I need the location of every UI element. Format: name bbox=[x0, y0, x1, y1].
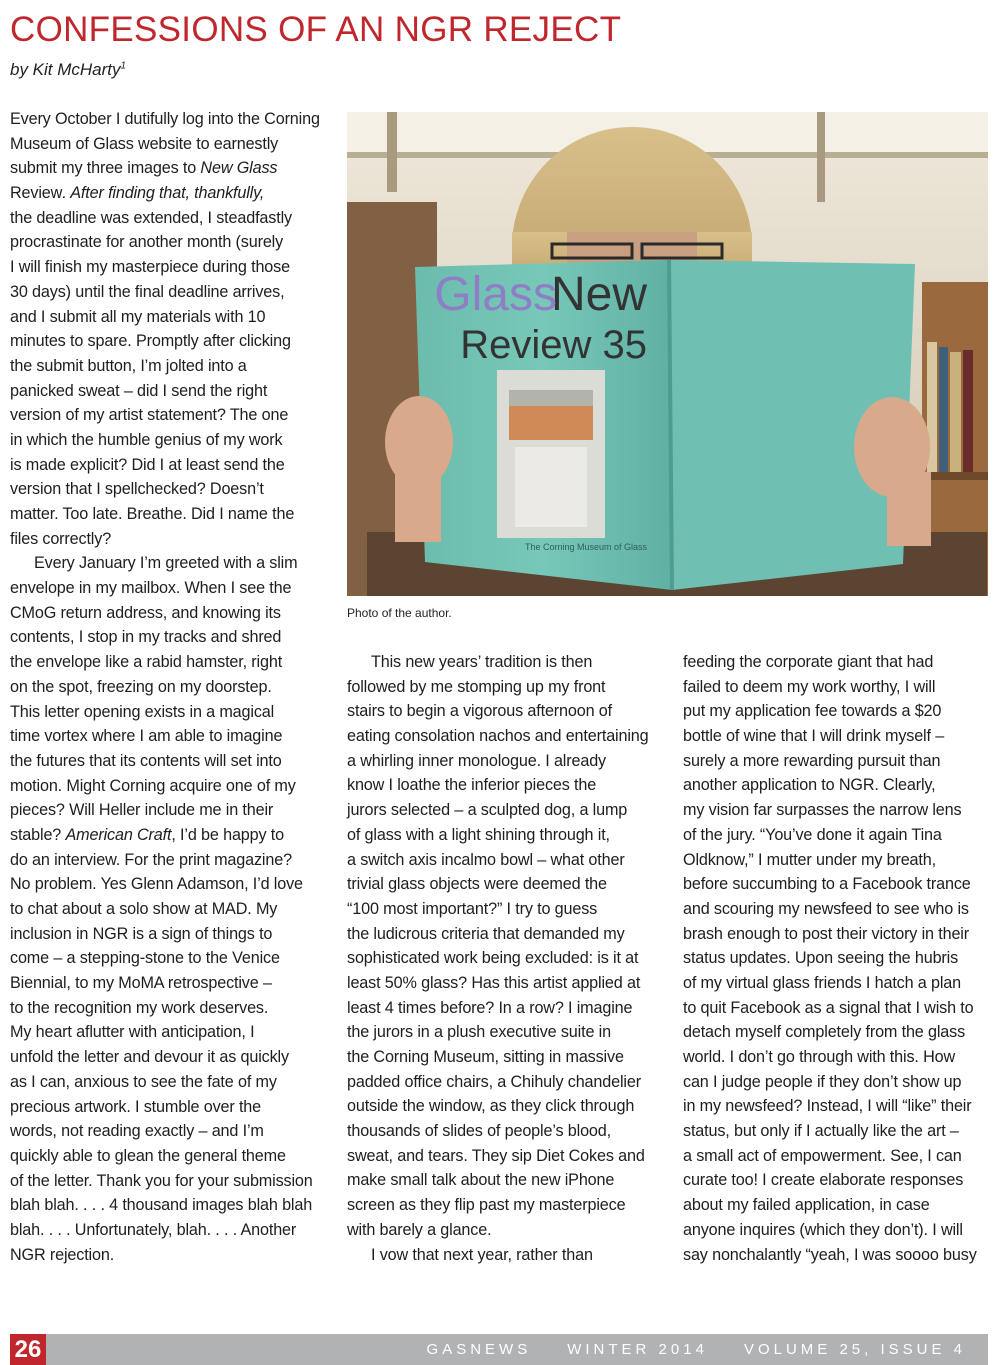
text-line: files correctly? bbox=[10, 529, 112, 548]
text-line: status, but only if I actually like the art – bbox=[683, 1122, 959, 1141]
text-line: procrastinate for another month (surely bbox=[10, 233, 284, 252]
text-line: world. I don’t go through with this. How bbox=[683, 1048, 956, 1066]
text-line: a whirling inner monologue. I already bbox=[347, 751, 606, 770]
text-line: panicked sweat – did I send the right bbox=[10, 381, 268, 400]
text-line: My heart aflutter with anticipation, I bbox=[10, 1023, 255, 1042]
text-line: motion. Might Corning acquire one of my bbox=[10, 776, 296, 795]
text-line: with barely a glance. bbox=[347, 1220, 492, 1239]
text-line: blah blah. . . . 4 thousand images blah blah bbox=[10, 1196, 313, 1215]
text-line: pieces? Will Heller include me in their bbox=[10, 801, 274, 820]
text-line: curate too! I create elaborate responses bbox=[683, 1171, 964, 1190]
text-line: to the recognition my work deserves. bbox=[10, 998, 269, 1017]
text-line: sweat, and tears. They sip Diet Cokes and bbox=[347, 1146, 645, 1165]
text-line: detach myself completely from the glass bbox=[683, 1023, 966, 1042]
text-line: of glass with a light shining through it, bbox=[347, 825, 610, 844]
byline bbox=[10, 60, 126, 80]
text-line: do an interview. For the print magazine? bbox=[10, 850, 292, 869]
text-line: matter. Too late. Breathe. Did I name the bbox=[10, 505, 295, 523]
article-column-1 bbox=[10, 107, 320, 1267]
text-line: trivial glass objects were deemed the bbox=[347, 875, 607, 894]
text-line: words, not reading exactly – and I’m bbox=[10, 1122, 264, 1141]
text-line: version that I spellchecked? Doesn’t bbox=[10, 480, 264, 499]
text-line: CMoG return address, and knowing its bbox=[10, 603, 281, 622]
text-line: envelope in my mailbox. When I see the bbox=[10, 579, 292, 598]
text-line: the deadline was extended, I steadfastly bbox=[10, 208, 292, 227]
book-publisher: The Corning Museum of Glass bbox=[524, 542, 647, 552]
text-line: feeding the corporate giant that had bbox=[683, 653, 934, 671]
text-line: Museum of Glass website to earnestly bbox=[10, 134, 279, 153]
text-line: outside the window, as they click through bbox=[347, 1097, 635, 1116]
text-line: failed to deem my work worthy, I will bbox=[683, 677, 936, 696]
text-line: the submit button, I’m jolted into a bbox=[10, 356, 247, 375]
article-column-2 bbox=[347, 650, 657, 1267]
book-title-review: Review 35 bbox=[460, 323, 647, 367]
text-line: the envelope like a rabid hamster, right bbox=[10, 653, 283, 672]
page-footer bbox=[10, 1334, 988, 1365]
text-line: come – a stepping-stone to the Venice bbox=[10, 949, 280, 968]
text-line: quickly able to glean the general theme bbox=[10, 1146, 286, 1165]
issue-date: WINTER 2014 bbox=[567, 1341, 708, 1358]
text-line: Review. After finding that, thankfully, bbox=[10, 184, 265, 203]
book-title bbox=[434, 268, 647, 367]
text-line: bottle of wine that I will drink myself – bbox=[683, 727, 945, 746]
text-line: screen as they flip past my masterpiece bbox=[347, 1196, 626, 1215]
text-line: on the spot, freezing on my doorstep. bbox=[10, 677, 272, 696]
text-line: make small talk about the new iPhone bbox=[347, 1171, 615, 1190]
text-line: least 4 times before? In a row? I imagine bbox=[347, 998, 633, 1017]
text-line: This letter opening exists in a magical bbox=[10, 702, 275, 721]
text-line: precious artwork. I stumble over the bbox=[10, 1097, 262, 1116]
text-line: version of my artist statement? The one bbox=[10, 406, 289, 425]
text-line: my vision far surpasses the narrow lens bbox=[683, 801, 962, 820]
article-column-3 bbox=[683, 650, 993, 1267]
text-line: Every October I dutifully log into the Corning bbox=[10, 110, 320, 128]
text-line: before succumbing to a Facebook trance bbox=[683, 875, 971, 894]
article-title: CONFESSIONS OF AN NGR REJECT bbox=[10, 10, 622, 49]
text-line: and scouring my newsfeed to see who is bbox=[683, 899, 969, 918]
text-line: as I can, anxious to see the fate of my bbox=[10, 1072, 277, 1091]
text-line: can I judge people if they don’t show up bbox=[683, 1072, 962, 1091]
text-line: contents, I stop in my tracks and shred bbox=[10, 628, 282, 647]
text-line: NGR rejection. bbox=[10, 1245, 115, 1264]
text-line: the ludicrous criteria that demanded my bbox=[347, 924, 625, 943]
text-line: submit my three images to New Glass bbox=[10, 159, 278, 178]
photo-caption: Photo of the author. bbox=[347, 606, 452, 620]
text-line: is made explicit? Did I at least send the bbox=[10, 455, 285, 474]
text-line: blah. . . . Unfortunately, blah. . . . Another bbox=[10, 1220, 297, 1239]
text-line: stairs to begin a vigorous afternoon of bbox=[347, 702, 613, 721]
text-line: in my newsfeed? Instead, I will “like” their bbox=[683, 1097, 972, 1116]
text-line: a switch axis incalmo bowl – what other bbox=[347, 850, 625, 869]
footnote-marker: 1 bbox=[120, 60, 127, 72]
text-line: followed by me stomping up my front bbox=[347, 677, 606, 696]
text-line: say nonchalantly “yeah, I was soooo busy bbox=[683, 1245, 977, 1264]
text-line: surely a more rewarding pursuit than bbox=[683, 751, 941, 770]
text-line: about my failed application, in case bbox=[683, 1196, 930, 1215]
volume-issue: VOLUME 25, ISSUE 4 bbox=[743, 1341, 966, 1358]
text-line: This new years’ tradition is then bbox=[371, 653, 593, 671]
text-line: unfold the letter and devour it as quickly bbox=[10, 1048, 289, 1067]
text-line: anyone inquires (which they don’t). I will bbox=[683, 1220, 963, 1239]
text-line: Biennial, to my MoMA retrospective – bbox=[10, 974, 272, 993]
publication-name: GASNEWS bbox=[426, 1341, 532, 1358]
page-number: 26 bbox=[10, 1334, 46, 1365]
text-line: another application to NGR. Clearly, bbox=[683, 776, 936, 795]
text-line: jurors selected – a sculpted dog, a lump bbox=[347, 801, 628, 820]
text-line: inclusion in NGR is a sign of things to bbox=[10, 924, 273, 943]
book-title-new: New bbox=[550, 268, 647, 321]
text-line: know I loathe the inferior pieces the bbox=[347, 776, 597, 795]
text-line: Oldknow,” I mutter under my breath, bbox=[683, 850, 936, 869]
text-line: the jurors in a plush executive suite in bbox=[347, 1023, 611, 1042]
text-line: and I submit all my materials with 10 bbox=[10, 307, 266, 326]
text-line: sophisticated work being excluded: is it at bbox=[347, 949, 639, 968]
footer-publication-info bbox=[391, 1334, 966, 1365]
text-line: eating consolation nachos and entertaining bbox=[347, 727, 649, 746]
text-line: stable? American Craft, I’d be happy to bbox=[10, 825, 285, 844]
text-line: in which the humble genius of my work bbox=[10, 430, 283, 449]
text-line: No problem. Yes Glenn Adamson, I’d love bbox=[10, 875, 303, 894]
text-line: status updates. Upon seeing the hubris bbox=[683, 949, 959, 968]
text-line: the futures that its contents will set into bbox=[10, 751, 282, 770]
text-line: a small act of empowerment. See, I can bbox=[683, 1146, 962, 1165]
book-title-glass: Glass bbox=[434, 268, 557, 321]
author-photo bbox=[347, 112, 988, 596]
text-line: padded office chairs, a Chihuly chandelier bbox=[347, 1072, 641, 1091]
text-line: brash enough to post their victory in their bbox=[683, 924, 969, 943]
text-line: least 50% glass? Has this artist applied at bbox=[347, 973, 641, 992]
text-line: thousands of slides of people’s blood, bbox=[347, 1122, 611, 1141]
text-line: put my application fee towards a $20 bbox=[683, 702, 942, 721]
text-line: to quit Facebook as a signal that I wish to bbox=[683, 998, 974, 1017]
text-line: of the letter. Thank you for your submission bbox=[10, 1171, 313, 1190]
text-line: I vow that next year, rather than bbox=[371, 1245, 593, 1264]
text-line: of my virtual glass friends I hatch a plan bbox=[683, 973, 962, 992]
byline-text: by Kit McHarty bbox=[10, 60, 121, 79]
text-line: “100 most important?” I try to guess bbox=[347, 899, 598, 918]
text-line: 30 days) until the final deadline arrives, bbox=[10, 282, 285, 301]
text-line: minutes to spare. Promptly after clicking bbox=[10, 332, 291, 351]
text-line: Every January I’m greeted with a slim bbox=[34, 554, 298, 573]
text-line: the Corning Museum, sitting in massive bbox=[347, 1048, 624, 1066]
text-line: time vortex where I am able to imagine bbox=[10, 727, 283, 746]
text-line: to chat about a solo show at MAD. My bbox=[10, 900, 278, 918]
text-line: I will finish my masterpiece during those bbox=[10, 258, 290, 277]
text-line: of the jury. “You’ve done it again Tina bbox=[683, 825, 942, 844]
